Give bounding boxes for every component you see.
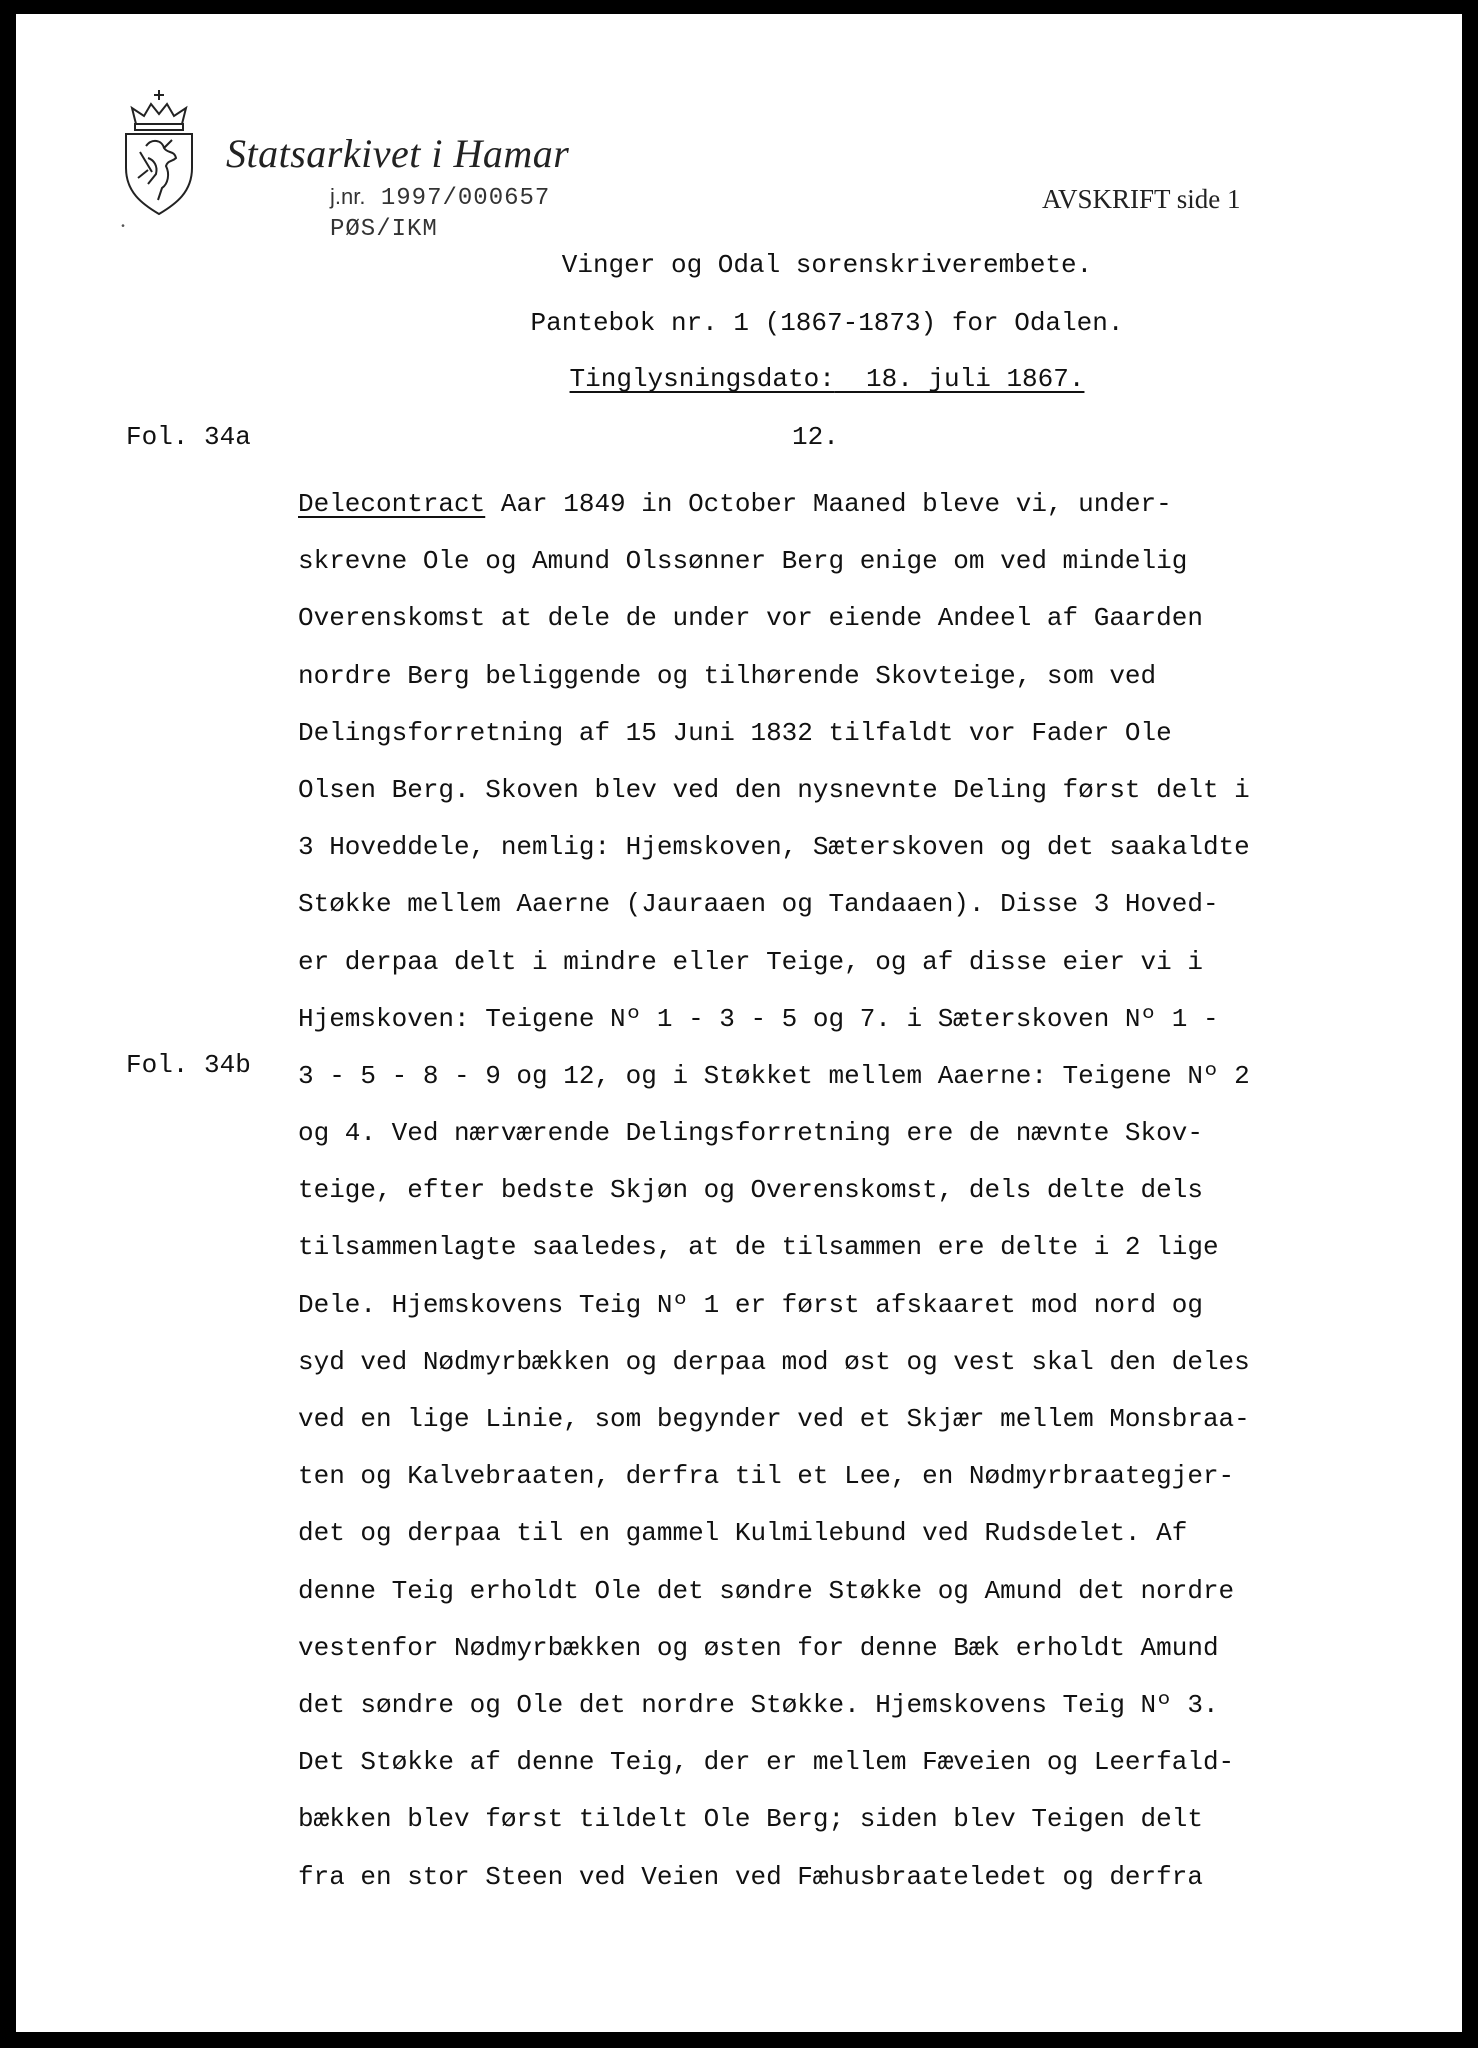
registration-date-value: 18. juli 1867. <box>866 364 1085 394</box>
text-line: teige, efter bedste Skjøn og Overenskomst, dels delte dels <box>298 1175 1203 1206</box>
court-title: Vinger og Odal sorenskriverembete. <box>561 250 1093 280</box>
text-line: bækken blev først tildelt Ole Berg; siden blev Teigen delt <box>298 1804 1203 1835</box>
text-line: ved en lige Linie, som begynder ved et Skjær mellem Monsbraa- <box>298 1404 1250 1434</box>
text-line: Det Støkke af denne Teig, der er mellem Fæveien og Leerfald- <box>298 1747 1235 1778</box>
text-line: og 4. Ved nærværende Delingsforretning ere de nævnte Skov- <box>298 1118 1203 1149</box>
text-line: Olsen Berg. Skoven blev ved den nysnevnte Deling først delt i <box>298 774 1250 805</box>
register-title: Pantebok nr. 1 (1867-1873) for Odalen. <box>530 308 1124 338</box>
coat-of-arms-icon <box>118 88 200 220</box>
text-line: 3 - 5 - 8 - 9 og 12, og i Støkket mellem Aaerne: Teigene Nº 2 <box>298 1060 1250 1091</box>
text-line: fra en stor Steen ved Veien ved Fæhusbraateledet og derfra <box>298 1861 1203 1892</box>
text-line: er derpaa delt i mindre eller Teige, og af disse eier vi i <box>298 946 1203 977</box>
text-line: skrevne Ole og Amund Olssønner Berg enige om ved mindelig <box>298 546 1188 577</box>
archive-name: Statsarkivet i Hamar <box>226 131 570 176</box>
text-line-rest: Aar 1849 in October Maaned bleve vi, under- <box>485 489 1172 519</box>
journal-number-value: 1997/000657 <box>380 185 551 212</box>
entry-number: 12. <box>792 422 839 452</box>
folio-marker: Fol. 34a <box>126 422 251 452</box>
text-line: tilsammenlagte saaledes, at de tilsammen ere delte i 2 lige <box>298 1232 1219 1263</box>
registration-date-gap <box>835 364 866 394</box>
text-line: 3 Hoveddele, nemlig: Hjemskoven, Sæterskoven og det saakaldte <box>298 832 1250 863</box>
text-line <box>298 476 1418 533</box>
case-initials: PØS/IKM <box>330 216 438 243</box>
text-line: det og derpaa til en gammel Kulmilebund ved Rudsdelet. Af <box>298 1518 1188 1549</box>
document-type-word: Delecontract <box>298 489 486 519</box>
journal-number <box>330 184 550 212</box>
text-line: Dele. Hjemskovens Teig Nº 1 er først afskaaret mod nord og <box>298 1289 1203 1320</box>
text-line: det søndre og Ole det nordre Støkke. Hjemskovens Teig Nº 3. <box>298 1689 1219 1720</box>
text-line: denne Teig erholdt Ole det søndre Støkke og Amund det nordre <box>298 1575 1235 1606</box>
document-page <box>16 14 1462 2032</box>
text-line: Overenskomst at dele de under vor eiende Andeel af Gaarden <box>298 603 1203 634</box>
text-line: ten og Kalvebraaten, derfra til et Lee, en Nødmyrbraategjer- <box>298 1461 1235 1492</box>
registration-date-line <box>16 364 1462 394</box>
text-line: Delingsforretning af 15 Juni 1832 tilfaldt vor Fader Ole <box>298 717 1172 748</box>
text-line: Hjemskoven: Teigene Nº 1 - 3 - 5 og 7. i Sæterskoven Nº 1 - <box>298 1003 1219 1034</box>
page-label: AVSKRIFT side 1 <box>1042 184 1241 214</box>
registration-date-label: Tinglysningsdato: <box>569 364 835 394</box>
text-line: vestenfor Nødmyrbækken og østen for denne Bæk erholdt Amund <box>298 1632 1219 1663</box>
journal-number-label: j.nr. <box>330 184 366 209</box>
scan-mark: • <box>120 222 127 233</box>
text-line: syd ved Nødmyrbækken og derpaa mod øst og vest skal den deles <box>298 1346 1250 1377</box>
folio-marker: Fol. 34b <box>126 1050 251 1080</box>
text-line: Støkke mellem Aaerne (Jauraaen og Tandaaen). Disse 3 Hoved- <box>298 889 1219 920</box>
transcription-body <box>298 476 1418 1906</box>
text-line: nordre Berg beliggende og tilhørende Skovteige, som ved <box>298 660 1157 691</box>
